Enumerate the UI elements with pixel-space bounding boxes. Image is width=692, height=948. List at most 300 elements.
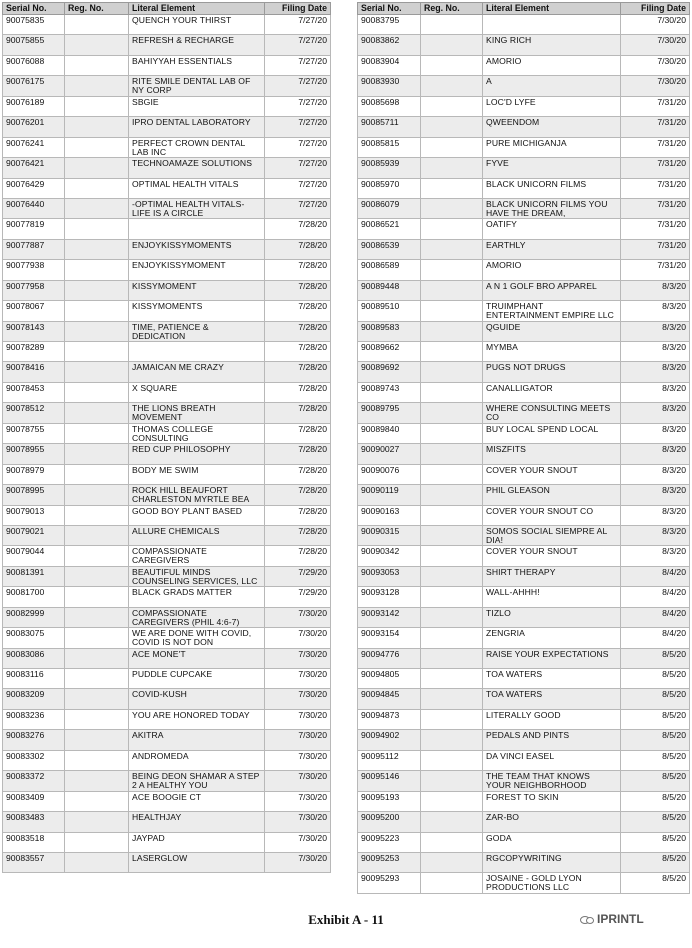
table-row	[3, 607, 331, 627]
table-row	[358, 587, 690, 607]
filing-date-cell: 7/30/20	[621, 76, 690, 96]
filing-date-cell: 7/31/20	[621, 158, 690, 178]
serial-no-cell: 90077938	[3, 260, 65, 280]
table-row	[358, 709, 690, 729]
literal-element-cell: THE LIONS BREATH MOVEMENT	[129, 403, 265, 423]
table-row	[3, 791, 331, 811]
table-row	[358, 832, 690, 852]
literal-element-cell: AKITRA	[129, 730, 265, 750]
literal-element-cell: PUDDLE CUPCAKE	[129, 669, 265, 689]
literal-element-cell: ALLURE CHEMICALS	[129, 525, 265, 545]
literal-element-cell: FYVE	[483, 158, 621, 178]
watermark-text: IPRINTL	[597, 912, 644, 926]
filing-date-cell: 7/30/20	[265, 709, 331, 729]
serial-no-cell: 90076175	[3, 76, 65, 96]
table-row	[358, 280, 690, 300]
literal-element-cell: TOA WATERS	[483, 689, 621, 709]
serial-no-cell: 90089692	[358, 362, 421, 382]
reg-no-cell	[65, 219, 129, 239]
literal-element-cell	[129, 219, 265, 239]
serial-no-cell: 90089743	[358, 382, 421, 402]
reg-no-cell	[421, 669, 483, 689]
table-row	[3, 505, 331, 525]
table-row	[358, 546, 690, 566]
serial-no-cell: 90078979	[3, 464, 65, 484]
table-row	[3, 444, 331, 464]
literal-element-cell: -OPTIMAL HEALTH VITALS-LIFE IS A CIRCLE	[129, 198, 265, 218]
reg-no-cell	[421, 382, 483, 402]
serial-no-cell: 90077958	[3, 280, 65, 300]
table-row	[3, 812, 331, 832]
reg-no-cell	[65, 198, 129, 218]
table-row	[358, 158, 690, 178]
table-row	[3, 382, 331, 402]
filing-date-cell: 8/3/20	[621, 546, 690, 566]
reg-no-cell	[421, 301, 483, 321]
serial-no-cell: 90095146	[358, 771, 421, 791]
table-row	[3, 280, 331, 300]
reg-no-cell	[421, 852, 483, 872]
reg-no-cell	[421, 464, 483, 484]
table-row	[358, 117, 690, 137]
reg-no-cell	[65, 301, 129, 321]
table-row	[358, 55, 690, 75]
serial-no-cell: 90086589	[358, 260, 421, 280]
serial-no-cell: 90089583	[358, 321, 421, 341]
table-row	[358, 566, 690, 586]
table-row	[358, 689, 690, 709]
serial-no-cell: 90075855	[3, 35, 65, 55]
table-row	[3, 35, 331, 55]
reg-no-cell	[421, 423, 483, 443]
filing-date-cell: 7/29/20	[265, 587, 331, 607]
literal-element-cell: QWEENDOM	[483, 117, 621, 137]
filing-date-cell: 8/3/20	[621, 280, 690, 300]
reg-no-cell	[421, 35, 483, 55]
filing-date-cell: 7/28/20	[265, 546, 331, 566]
table-row	[3, 525, 331, 545]
filing-date-cell: 8/3/20	[621, 505, 690, 525]
serial-no-cell: 90077887	[3, 239, 65, 259]
table-row	[3, 96, 331, 116]
filing-date-cell: 7/28/20	[265, 260, 331, 280]
table-row	[3, 648, 331, 668]
filing-date-cell: 7/28/20	[265, 239, 331, 259]
chat-bubbles-icon	[580, 914, 594, 924]
filing-date-cell: 7/27/20	[265, 15, 331, 35]
serial-no-cell: 90075835	[3, 15, 65, 35]
reg-no-cell	[65, 812, 129, 832]
filing-date-cell: 7/30/20	[621, 55, 690, 75]
table-row	[358, 15, 690, 35]
literal-element-cell: PUGS NOT DRUGS	[483, 362, 621, 382]
reg-no-cell	[421, 158, 483, 178]
table-row	[3, 689, 331, 709]
table-row	[3, 178, 331, 198]
filing-date-cell: 8/3/20	[621, 464, 690, 484]
filing-date-cell: 7/31/20	[621, 96, 690, 116]
table-row	[358, 444, 690, 464]
filing-date-cell: 8/5/20	[621, 709, 690, 729]
table-row	[358, 362, 690, 382]
table-row	[358, 485, 690, 505]
filing-date-cell: 8/3/20	[621, 485, 690, 505]
literal-element-cell: AMORIO	[483, 55, 621, 75]
table-row	[358, 873, 690, 893]
serial-no-cell: 90086079	[358, 198, 421, 218]
filing-date-cell: 8/4/20	[621, 566, 690, 586]
literal-element-cell: ACE MONE'T	[129, 648, 265, 668]
filing-date-cell: 7/28/20	[265, 423, 331, 443]
serial-no-cell: 90077819	[3, 219, 65, 239]
reg-no-cell	[421, 342, 483, 362]
serial-no-cell: 90083409	[3, 791, 65, 811]
filing-date-cell: 7/31/20	[621, 117, 690, 137]
reg-no-cell	[65, 342, 129, 362]
table-row	[3, 137, 331, 157]
filing-date-cell: 7/28/20	[265, 505, 331, 525]
reg-no-cell	[65, 382, 129, 402]
reg-no-cell	[421, 587, 483, 607]
serial-no-cell: 90090315	[358, 525, 421, 545]
reg-no-cell	[421, 55, 483, 75]
table-row	[3, 485, 331, 505]
literal-element-cell: BODY ME SWIM	[129, 464, 265, 484]
reg-no-cell	[421, 485, 483, 505]
table-row	[358, 812, 690, 832]
filing-date-cell: 8/3/20	[621, 362, 690, 382]
table-row	[358, 669, 690, 689]
literal-element-cell: REFRESH & RECHARGE	[129, 35, 265, 55]
filing-date-cell: 7/30/20	[265, 812, 331, 832]
table-row	[3, 321, 331, 341]
filing-date-cell: 7/28/20	[265, 403, 331, 423]
reg-no-cell	[65, 55, 129, 75]
serial-no-cell: 90083116	[3, 669, 65, 689]
table-header-row	[358, 3, 690, 15]
filing-date-cell: 7/30/20	[621, 35, 690, 55]
serial-no-cell: 90086521	[358, 219, 421, 239]
header-literal-element: Literal Element	[129, 3, 265, 15]
filing-date-cell: 8/3/20	[621, 382, 690, 402]
serial-no-cell: 90076241	[3, 137, 65, 157]
reg-no-cell	[65, 137, 129, 157]
table-row	[3, 566, 331, 586]
serial-no-cell: 90078143	[3, 321, 65, 341]
filing-date-cell: 7/31/20	[621, 239, 690, 259]
filing-date-cell: 7/28/20	[265, 219, 331, 239]
literal-element-cell: PERFECT CROWN DENTAL LAB INC	[129, 137, 265, 157]
filing-date-cell: 7/30/20	[265, 750, 331, 770]
table-row	[3, 198, 331, 218]
filing-date-cell: 7/31/20	[621, 260, 690, 280]
filing-date-cell: 7/27/20	[265, 55, 331, 75]
trademark-table-left	[2, 2, 331, 873]
serial-no-cell: 90083904	[358, 55, 421, 75]
serial-no-cell: 90083795	[358, 15, 421, 35]
table-row	[358, 321, 690, 341]
literal-element-cell: EARTHLY	[483, 239, 621, 259]
filing-date-cell: 8/5/20	[621, 791, 690, 811]
table-row	[358, 750, 690, 770]
reg-no-cell	[65, 362, 129, 382]
table-row	[358, 76, 690, 96]
literal-element-cell: GODA	[483, 832, 621, 852]
serial-no-cell: 90085698	[358, 96, 421, 116]
filing-date-cell: 7/27/20	[265, 178, 331, 198]
reg-no-cell	[421, 546, 483, 566]
reg-no-cell	[65, 15, 129, 35]
literal-element-cell: OPTIMAL HEALTH VITALS	[129, 178, 265, 198]
serial-no-cell: 90086539	[358, 239, 421, 259]
filing-date-cell: 7/30/20	[265, 852, 331, 872]
serial-no-cell: 90078512	[3, 403, 65, 423]
serial-no-cell: 90083372	[3, 771, 65, 791]
reg-no-cell	[65, 709, 129, 729]
literal-element-cell: HEALTHJAY	[129, 812, 265, 832]
reg-no-cell	[65, 566, 129, 586]
literal-element-cell: QUENCH YOUR THIRST	[129, 15, 265, 35]
literal-element-cell: BEING DEON SHAMAR A STEP 2 A HEALTHY YOU	[129, 771, 265, 791]
literal-element-cell: ENJOYKISSYMOMENT	[129, 260, 265, 280]
reg-no-cell	[65, 628, 129, 648]
literal-element-cell: A	[483, 76, 621, 96]
filing-date-cell: 7/30/20	[265, 730, 331, 750]
filing-date-cell: 7/27/20	[265, 76, 331, 96]
literal-element-cell: ZENGRIA	[483, 628, 621, 648]
literal-element-cell: OATIFY	[483, 219, 621, 239]
reg-no-cell	[421, 750, 483, 770]
reg-no-cell	[421, 362, 483, 382]
literal-element-cell: BAHIYYAH ESSENTIALS	[129, 55, 265, 75]
serial-no-cell: 90094805	[358, 669, 421, 689]
serial-no-cell: 90095223	[358, 832, 421, 852]
reg-no-cell	[65, 35, 129, 55]
reg-no-cell	[421, 730, 483, 750]
literal-element-cell: PHIL GLEASON	[483, 485, 621, 505]
literal-element-cell: SHIRT THERAPY	[483, 566, 621, 586]
header-reg-no: Reg. No.	[65, 3, 129, 15]
filing-date-cell: 7/28/20	[265, 485, 331, 505]
filing-date-cell: 8/5/20	[621, 648, 690, 668]
serial-no-cell: 90076421	[3, 158, 65, 178]
table-row	[358, 35, 690, 55]
reg-no-cell	[421, 791, 483, 811]
filing-date-cell: 7/30/20	[265, 832, 331, 852]
reg-no-cell	[421, 648, 483, 668]
table-header-row	[3, 3, 331, 15]
reg-no-cell	[421, 689, 483, 709]
table-row	[358, 607, 690, 627]
serial-no-cell: 90078416	[3, 362, 65, 382]
serial-no-cell: 90079013	[3, 505, 65, 525]
filing-date-cell: 8/5/20	[621, 750, 690, 770]
reg-no-cell	[421, 260, 483, 280]
filing-date-cell: 8/5/20	[621, 812, 690, 832]
reg-no-cell	[65, 260, 129, 280]
serial-no-cell: 90078067	[3, 301, 65, 321]
filing-date-cell: 7/30/20	[265, 607, 331, 627]
reg-no-cell	[65, 280, 129, 300]
reg-no-cell	[421, 117, 483, 137]
filing-date-cell: 8/3/20	[621, 423, 690, 443]
filing-date-cell: 7/28/20	[265, 321, 331, 341]
literal-element-cell: JAYPAD	[129, 832, 265, 852]
table-row	[358, 137, 690, 157]
filing-date-cell: 8/3/20	[621, 342, 690, 362]
table-row	[3, 750, 331, 770]
reg-no-cell	[421, 239, 483, 259]
serial-no-cell: 90085711	[358, 117, 421, 137]
literal-element-cell: BLACK UNICORN FILMS YOU HAVE THE DREAM,	[483, 198, 621, 218]
literal-element-cell: KISSYMOMENT	[129, 280, 265, 300]
filing-date-cell: 7/31/20	[621, 198, 690, 218]
literal-element-cell: ZAR-BO	[483, 812, 621, 832]
table-body-right	[358, 15, 690, 894]
literal-element-cell: MISZFITS	[483, 444, 621, 464]
reg-no-cell	[65, 444, 129, 464]
reg-no-cell	[421, 96, 483, 116]
filing-date-cell: 7/29/20	[265, 566, 331, 586]
literal-element-cell: THOMAS COLLEGE CONSULTING	[129, 423, 265, 443]
literal-element-cell: WHERE CONSULTING MEETS CO	[483, 403, 621, 423]
table-row	[3, 15, 331, 35]
watermark	[580, 912, 644, 926]
reg-no-cell	[421, 444, 483, 464]
literal-element-cell: BLACK UNICORN FILMS	[483, 178, 621, 198]
reg-no-cell	[421, 403, 483, 423]
literal-element-cell: ROCK HILL BEAUFORT CHARLESTON MYRTLE BEA	[129, 485, 265, 505]
table-row	[358, 464, 690, 484]
reg-no-cell	[421, 873, 483, 893]
table-row	[358, 219, 690, 239]
literal-element-cell: COVER YOUR SNOUT	[483, 464, 621, 484]
reg-no-cell	[421, 505, 483, 525]
literal-element-cell: ENJOYKISSYMOMENTS	[129, 239, 265, 259]
literal-element-cell	[129, 342, 265, 362]
reg-no-cell	[65, 648, 129, 668]
header-filing-date: Filing Date	[265, 3, 331, 15]
reg-no-cell	[65, 669, 129, 689]
literal-element-cell: COVER YOUR SNOUT CO	[483, 505, 621, 525]
table-row	[358, 852, 690, 872]
table-row	[3, 628, 331, 648]
filing-date-cell: 7/28/20	[265, 444, 331, 464]
reg-no-cell	[421, 709, 483, 729]
header-serial-no: Serial No.	[358, 3, 421, 15]
table-row	[358, 342, 690, 362]
header-literal-element: Literal Element	[483, 3, 621, 15]
table-row	[358, 239, 690, 259]
literal-element-cell: DA VINCI EASEL	[483, 750, 621, 770]
table-row	[3, 239, 331, 259]
literal-element-cell: BEAUTIFUL MINDS COUNSELING SERVICES, LLC	[129, 566, 265, 586]
literal-element-cell: COMPASSIONATE CAREGIVERS (PHIL 4:6-7)	[129, 607, 265, 627]
table-row	[3, 362, 331, 382]
table-row	[358, 403, 690, 423]
reg-no-cell	[65, 832, 129, 852]
filing-date-cell: 7/30/20	[265, 669, 331, 689]
serial-no-cell: 90090076	[358, 464, 421, 484]
serial-no-cell: 90081391	[3, 566, 65, 586]
filing-date-cell: 8/5/20	[621, 873, 690, 893]
reg-no-cell	[65, 730, 129, 750]
serial-no-cell: 90083930	[358, 76, 421, 96]
literal-element-cell: WE ARE DONE WITH COVID, COVID IS NOT DON	[129, 628, 265, 648]
serial-no-cell: 90083276	[3, 730, 65, 750]
reg-no-cell	[421, 198, 483, 218]
header-serial-no: Serial No.	[3, 3, 65, 15]
table-row	[3, 852, 331, 872]
table-row	[3, 587, 331, 607]
table-row	[358, 791, 690, 811]
reg-no-cell	[65, 485, 129, 505]
filing-date-cell: 7/27/20	[265, 158, 331, 178]
literal-element-cell: TIME, PATIENCE & DEDICATION	[129, 321, 265, 341]
filing-date-cell: 7/31/20	[621, 178, 690, 198]
serial-no-cell: 90090342	[358, 546, 421, 566]
literal-element-cell: TIZLO	[483, 607, 621, 627]
literal-element-cell: COVID-KUSH	[129, 689, 265, 709]
header-reg-no: Reg. No.	[421, 3, 483, 15]
literal-element-cell	[483, 15, 621, 35]
filing-date-cell: 7/28/20	[265, 362, 331, 382]
serial-no-cell: 90083086	[3, 648, 65, 668]
table-row	[3, 219, 331, 239]
table-row	[358, 730, 690, 750]
literal-element-cell: TECHNOAMAZE SOLUTIONS	[129, 158, 265, 178]
table-row	[358, 525, 690, 545]
serial-no-cell: 90089662	[358, 342, 421, 362]
filing-date-cell: 8/3/20	[621, 444, 690, 464]
serial-no-cell: 90076429	[3, 178, 65, 198]
literal-element-cell: RAISE YOUR EXPECTATIONS	[483, 648, 621, 668]
table-row	[3, 832, 331, 852]
literal-element-cell: PEDALS AND PINTS	[483, 730, 621, 750]
literal-element-cell: FOREST TO SKIN	[483, 791, 621, 811]
table-row	[358, 301, 690, 321]
table-row	[3, 403, 331, 423]
serial-no-cell: 90094776	[358, 648, 421, 668]
reg-no-cell	[65, 587, 129, 607]
reg-no-cell	[421, 771, 483, 791]
serial-no-cell: 90078289	[3, 342, 65, 362]
literal-element-cell: RGCOPYWRITING	[483, 852, 621, 872]
serial-no-cell: 90089795	[358, 403, 421, 423]
literal-element-cell: ANDROMEDA	[129, 750, 265, 770]
serial-no-cell: 90095293	[358, 873, 421, 893]
reg-no-cell	[65, 505, 129, 525]
serial-no-cell: 90085815	[358, 137, 421, 157]
literal-element-cell: THE TEAM THAT KNOWS YOUR NEIGHBORHOOD	[483, 771, 621, 791]
literal-element-cell: TOA WATERS	[483, 669, 621, 689]
serial-no-cell: 90090163	[358, 505, 421, 525]
reg-no-cell	[65, 96, 129, 116]
serial-no-cell: 90094902	[358, 730, 421, 750]
reg-no-cell	[65, 178, 129, 198]
serial-no-cell: 90094845	[358, 689, 421, 709]
reg-no-cell	[65, 76, 129, 96]
filing-date-cell: 7/28/20	[265, 280, 331, 300]
serial-no-cell: 90090027	[358, 444, 421, 464]
reg-no-cell	[65, 403, 129, 423]
table-row	[3, 423, 331, 443]
reg-no-cell	[421, 832, 483, 852]
serial-no-cell: 90093128	[358, 587, 421, 607]
table-row	[358, 198, 690, 218]
literal-element-cell: COMPASSIONATE CAREGIVERS	[129, 546, 265, 566]
reg-no-cell	[421, 137, 483, 157]
